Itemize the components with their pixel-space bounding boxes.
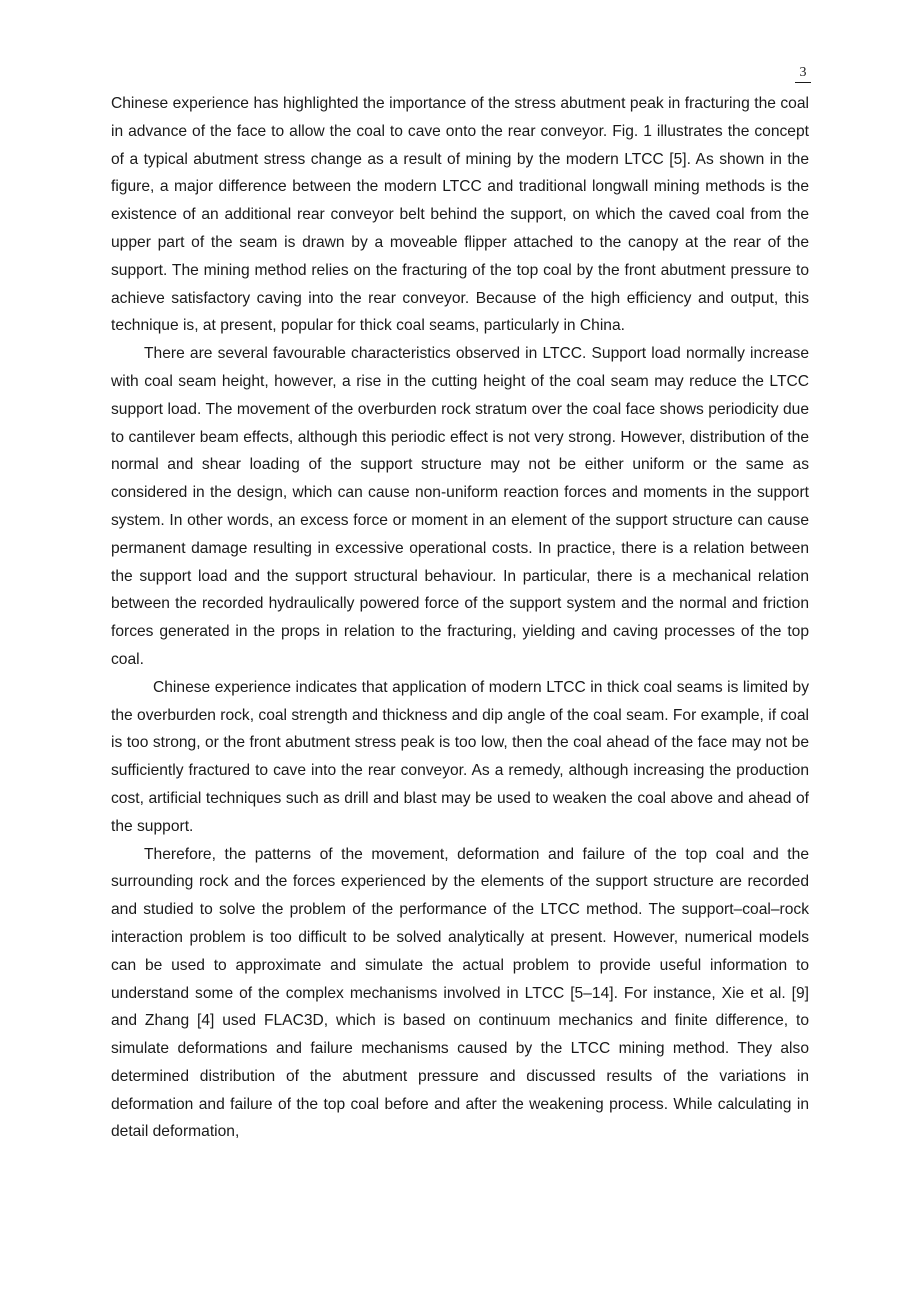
paragraph-2: There are several favourable characteristics observed in LTCC. Support load normally increase with coal seam height, however, a rise in the cutting height of the coal seam may reduce the LTCC support load. The movement of the overburden rock stratum over the coal face shows periodicity due to cantilever beam effects, although this periodic effect is not very strong. However, distribution of the normal and shear loading of the support structure may not be either uniform or the same as considered in the design, which can cause non-uniform reaction forces and moments in the support system. In other words, an excess force or moment in an element of the support structure can cause permanent damage resulting in excessive operational costs. In practice, there is a relation between the support load and the support structural behaviour. In particular, there is a mechanical relation between the recorded hydraulically powered force of the support system and the normal and friction forces generated in the props in relation to the fracturing, yielding and caving processes of the top coal. (111, 345, 809, 668)
paragraph-1: Chinese experience has highlighted the importance of the stress abutment peak in fracturing the coal in advance of the face to allow the coal to cave onto the rear conveyor. Fig. 1 illustrates the concept of a typical abutment stress change as a result of mining by the modern LTCC [5]. As shown in the figure, a major difference between the modern LTCC and traditional longwall mining methods is the existence of an additional rear conveyor belt behind the support, on which the caved coal from the upper part of the seam is drawn by a moveable flipper attached to the canopy at the rear of the support. The mining method relies on the fracturing of the top coal by the front abutment pressure to achieve satisfactory caving into the rear conveyor. Because of the high efficiency and output, this technique is, at present, popular for thick coal seams, particularly in China. (111, 95, 809, 335)
body-text (111, 90, 809, 1146)
page-number: 3 (795, 64, 811, 83)
paragraph-4: Therefore, the patterns of the movement, deformation and failure of the top coal and the surrounding rock and the forces experienced by the elements of the support structure are recorded and studied to solve the problem of the performance of the LTCC method. The support–coal–rock interaction problem is too difficult to be solved analytically at present. However, numerical models can be used to approximate and simulate the actual problem to provide useful information to understand some of the complex mechanisms involved in LTCC [5–14]. For instance, Xie et al. [9] and Zhang [4] used FLAC3D, which is based on continuum mechanics and finite difference, to simulate deformations and failure mechanisms caused by the LTCC mining method. They also determined distribution of the abutment pressure and discussed results of the variations in deformation and failure of the top coal before and after the weakening process. While calculating in detail deformation, (111, 845, 809, 1141)
paragraph-3: Chinese experience indicates that application of modern LTCC in thick coal seams is limited by the overburden rock, coal strength and thickness and dip angle of the coal seam. For example, if coal is too strong, or the front abutment stress peak is too low, then the coal ahead of the face may not be sufficiently fractured to cave into the rear conveyor. As a remedy, although increasing the production cost, artificial techniques such as drill and blast may be used to weaken the coal above and ahead of the support. (111, 678, 809, 835)
